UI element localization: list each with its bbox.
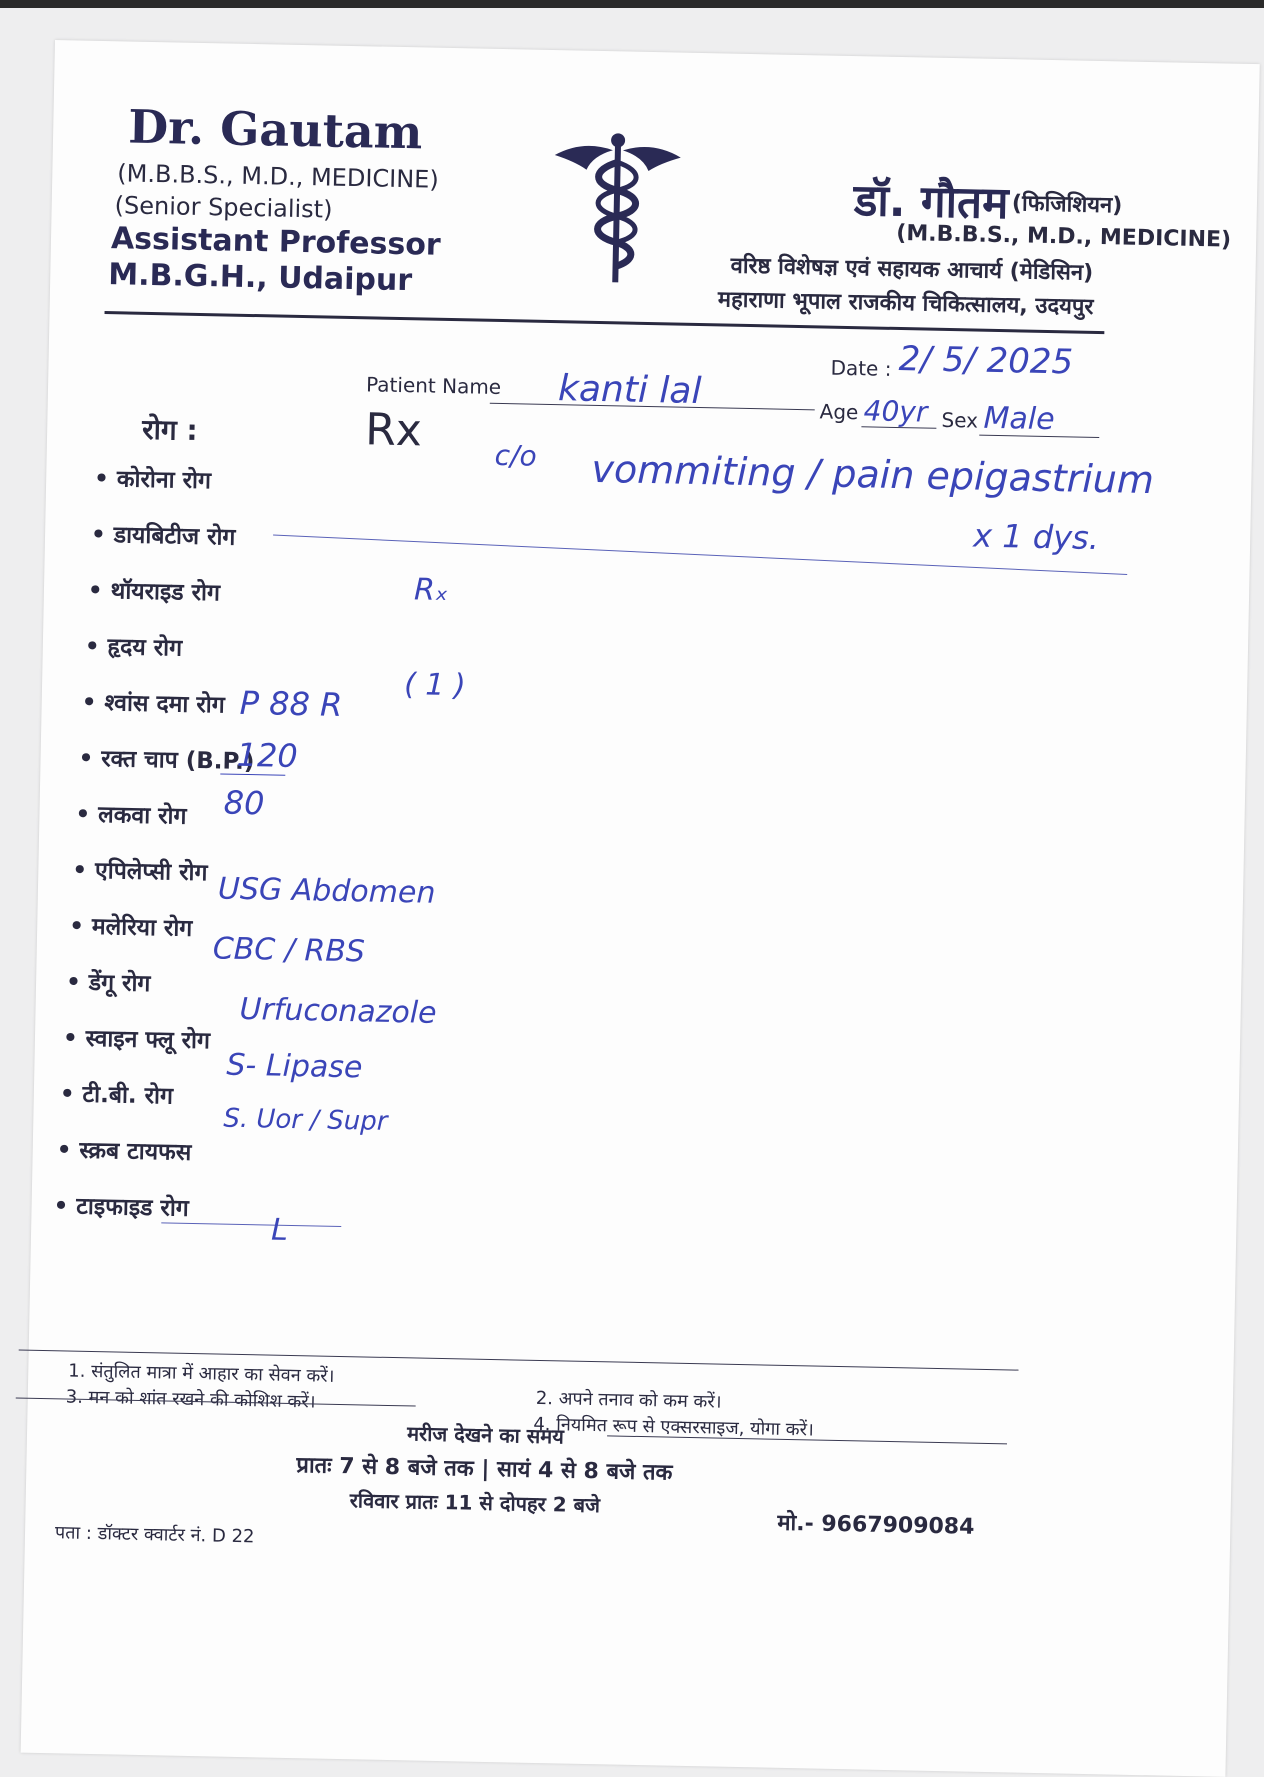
- medicine-3: S. Uor / Supr: [223, 1103, 388, 1137]
- disease-item: • डेंगू रोग: [66, 964, 151, 998]
- pulse-resp: P 88 R: [239, 683, 343, 724]
- sex-label: Sex: [941, 407, 979, 433]
- medicine-1: Urfuconazole: [239, 991, 437, 1031]
- investigation-cbc: CBC / RBS: [212, 931, 366, 970]
- bp-diastolic: 80: [223, 783, 265, 823]
- doctor-degrees-hi: (M.B.B.S., M.D., MEDICINE): [896, 220, 1232, 253]
- disease-item: • श्वांस दमा रोग: [81, 685, 225, 720]
- complaint-prefix: c/o: [494, 438, 538, 473]
- end-mark: L: [270, 1212, 289, 1248]
- bp-systolic: 120: [236, 735, 299, 776]
- disease-item: • कोरोना रोग: [94, 461, 211, 495]
- timing-weekday: प्रातः 7 से 8 बजे तक | सायं 4 से 8 बजे तक: [296, 1453, 673, 1486]
- disease-end-underline: [161, 1222, 341, 1227]
- disease-item: • रक्त चाप (B.P.): [78, 741, 254, 777]
- patient-name-label: Patient Name: [365, 372, 502, 400]
- sex-value[interactable]: Male: [983, 400, 1055, 438]
- disease-item: • स्क्रब टायफस: [56, 1132, 191, 1167]
- date-value[interactable]: 2/ 5/ 2025: [898, 339, 1074, 383]
- doctor-hospital-en: M.B.G.H., Udaipur: [107, 257, 413, 299]
- doctor-position-hi: वरिष्ठ विशेषज्ञ एवं सहायक आचार्य (मेडिसिन): [730, 253, 1094, 286]
- mobile-number: मो.- 9667909084: [777, 1510, 975, 1540]
- age-label: Age: [819, 399, 859, 425]
- doctor-position-en: Assistant Professor: [110, 221, 442, 263]
- disease-item: • टाइफाइड रोग: [53, 1188, 189, 1223]
- doctor-degrees-en: (M.B.B.S., M.D., MEDICINE): [117, 159, 440, 194]
- rx-mark: Rₓ: [413, 572, 449, 608]
- complaint-text: vommiting / pain epigastrium: [591, 446, 1155, 503]
- timing-sunday: रविवार प्रातः 11 से दोपहर 2 बजे: [349, 1488, 601, 1518]
- date-label: Date :: [830, 355, 892, 381]
- doctor-name-hi: डॉ. गौतम: [853, 175, 1009, 230]
- medicine-2: S- Lipase: [226, 1047, 363, 1086]
- patient-name-value[interactable]: kanti lal: [557, 368, 702, 413]
- prescription-sheet: [21, 40, 1260, 1777]
- complaint-duration: x 1 dys.: [972, 516, 1100, 558]
- tip-4: 4. नियमित रूप से एक्सरसाइज, योगा करें।: [533, 1413, 814, 1441]
- disease-item: • टी.बी. रोग: [60, 1076, 174, 1110]
- disease-item: • हृदय रोग: [85, 629, 183, 663]
- tip-3: 3. मन को शांत रखने की कोशिश करें।: [65, 1386, 316, 1413]
- timing-heading: मरीज देखने का समय: [406, 1421, 565, 1449]
- disease-item: • लकवा रोग: [75, 797, 187, 831]
- doctor-name-en: Dr. Gautam: [127, 99, 423, 160]
- tip-2: 2. अपने तनाव को कम करें।: [535, 1387, 722, 1413]
- investigation-usg: USG Abdomen: [217, 871, 436, 911]
- age-value[interactable]: 40yr: [863, 394, 928, 429]
- address: पता : डॉक्टर क्वार्टर नं. D 22: [54, 1522, 255, 1548]
- disease-heading: रोग :: [141, 412, 198, 447]
- disease-item: • डायबिटीज रोग: [91, 517, 236, 552]
- disease-item: • स्वाइन फ्लू रोग: [63, 1020, 211, 1055]
- paren-mark: ( 1 ): [403, 667, 467, 704]
- scan-edge: [0, 0, 1264, 8]
- disease-item: • थॉयराइड रोग: [88, 573, 221, 608]
- rx-label: Rx: [364, 404, 423, 457]
- doctor-specialty-hi: (फिजिशियन): [1011, 191, 1123, 219]
- tip-1: 1. संतुलित मात्रा में आहार का सेवन करें।: [68, 1360, 335, 1387]
- disease-item: • मलेरिया रोग: [69, 908, 193, 942]
- doctor-title-en: (Senior Specialist): [114, 191, 333, 224]
- disease-item: • एपिलेप्सी रोग: [72, 853, 208, 888]
- doctor-hospital-hi: महाराणा भूपाल राजकीय चिकित्सालय, उदयपुर: [717, 287, 1094, 320]
- caduceus-logo-icon: [550, 125, 683, 288]
